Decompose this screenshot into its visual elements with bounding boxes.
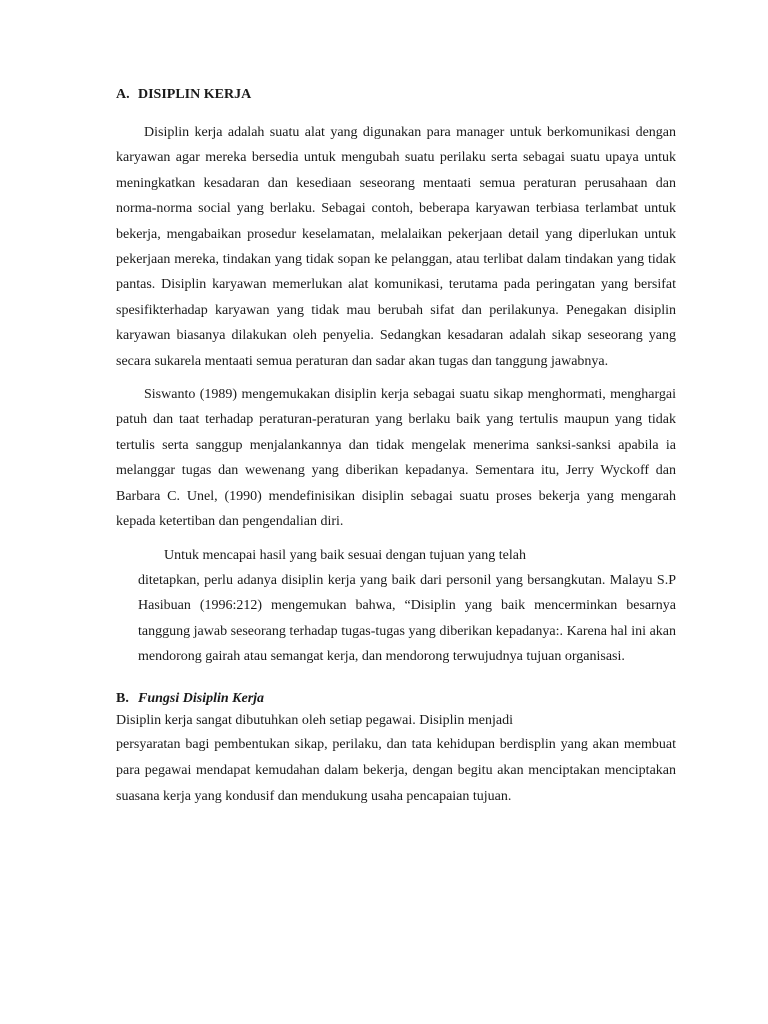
- section-b-paragraph-body: persyaratan bagi pembentukan sikap, perilaku, dan tata kehidupan berdisplin yang akan membuat para pegawai mendapat kemudahan dalam bekerja, dengan begitu akan menciptakan menciptakan suasana kerja yang kondusif dan mendukung usaha pencapaian tujuan.: [116, 736, 676, 804]
- section-a-paragraph-3-first-line: Untuk mencapai hasil yang baik sesuai dengan tujuan yang telah: [164, 547, 526, 563]
- section-b-number: B.: [116, 690, 129, 706]
- section-b-title: Fungsi Disiplin Kerja: [138, 690, 265, 706]
- section-a-paragraph-3: [116, 543, 676, 670]
- section-a-title: DISIPLIN KERJA: [138, 87, 252, 102]
- document-body: [116, 84, 676, 810]
- section-a-paragraph-1: Disiplin kerja adalah suatu alat yang digunakan para manager untuk berkomunikasi dengan karyawan agar mereka bersedia untuk mengubah suatu perilaku serta sebagai suatu upaya untuk meningkatkan kesadaran dan kesediaan seseorang mentaati semua peraturan perusahaan dan norma-norma social yang berlaku. Sebagai contoh, beberapa karyawan terbiasa terlambat untuk bekerja, mengabaikan prosedur keselamatan, melalaikan pekerjaan detail yang diperlukan untuk pekerjaan mereka, tindakan yang tidak sopan ke pelanggan, atau terlibat dalam tindakan yang tidak pantas. Disiplin karyawan memerlukan alat komunikasi, terutama pada peringatan yang bersifat spesifikterhadap karyawan yang tidak mau berubah sifat dan perilakunya. Penegakan disiplin karyawan biasanya dilakukan oleh penyelia. Sedangkan kesadaran adalah sikap seseorang yang secara sukarela mentaati semua peraturan dan sadar akan tugas dan tanggung jawabnya.: [116, 125, 676, 369]
- section-b-heading: [116, 688, 676, 710]
- section-b-paragraph: [116, 710, 676, 810]
- section-b-paragraph-first-line: Disiplin kerja sangat dibutuhkan oleh setiap pegawai. Disiplin menjadi: [116, 712, 513, 728]
- section-a-number: A.: [116, 87, 130, 102]
- section-a-heading: [116, 84, 676, 106]
- section-a-paragraph-2: Siswanto (1989) mengemukakan disiplin kerja sebagai suatu sikap menghormati, menghargai patuh dan taat terhadap peraturan-peraturan yang berlaku baik yang tertulis maupun yang tidak tertulis serta sanggup menjalankannya dan tidak mengelak menerima sanksi-sanksi apabila ia melanggar tugas dan wewenang yang diberikan kepadanya. Sementara itu, Jerry Wyckoff dan Barbara C. Unel, (1990) mendefinisikan disiplin sebagai suatu proses bekerja yang mengarah kepada ketertiban dan pengendalian diri.: [116, 387, 676, 530]
- section-a-paragraph-3-body: ditetapkan, perlu adanya disiplin kerja yang baik dari personil yang bersangkutan. Malayu S.P Hasibuan (1996:212) mengemukan bahwa, “Disiplin yang baik mencerminkan besarnya tanggung jawab seseorang terhadap tugas-tugas yang diberikan kepadanya:. Karena hal ini akan mendorong gairah atau semangat kerja, dan mendorong terwujudnya tujuan organisasi.: [138, 572, 676, 665]
